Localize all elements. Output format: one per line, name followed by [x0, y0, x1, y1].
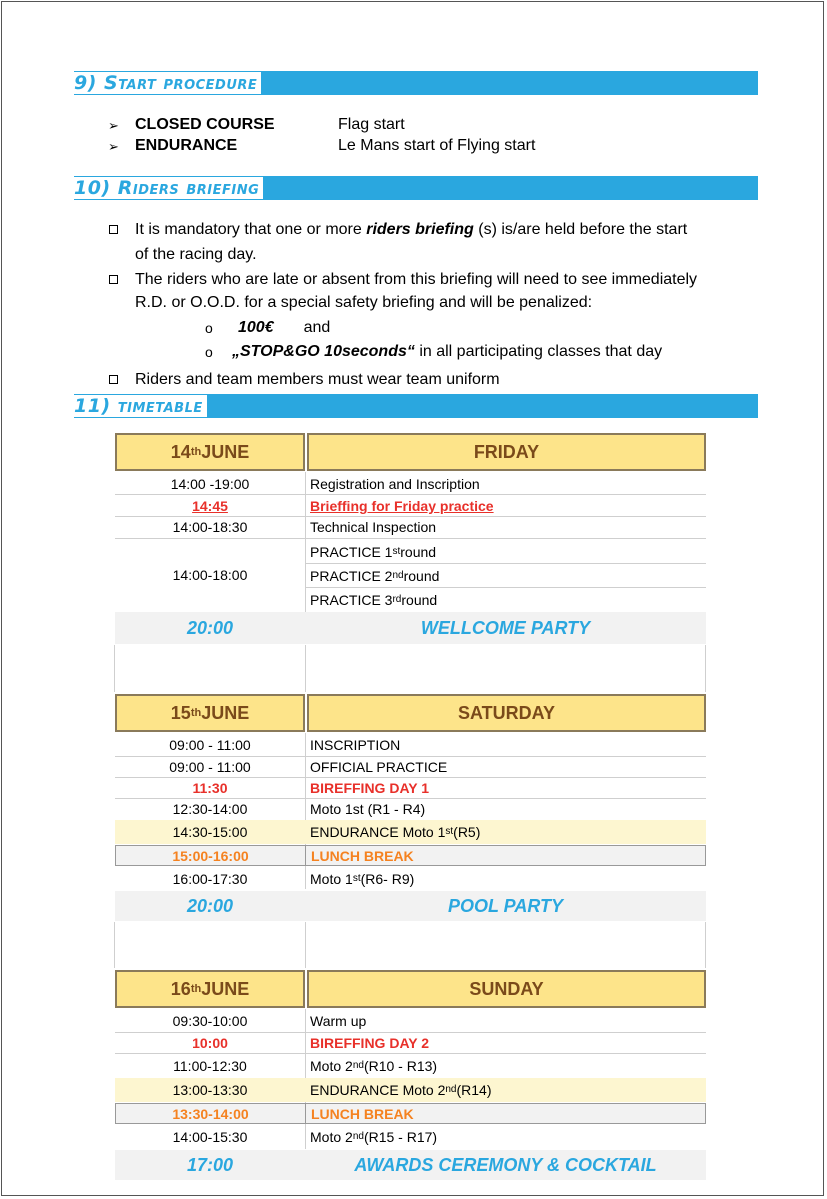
sunday-desc-2: BIREFFING DAY 2: [310, 1035, 430, 1051]
saturday-desc-2: OFFICIAL PRACTICE: [310, 759, 448, 775]
friday-desc-1: Registration and Inscription: [310, 476, 480, 492]
column-divider: [705, 645, 706, 692]
friday-date-num: 14: [170, 441, 191, 462]
section-title-timetable: 11) timetable: [74, 395, 207, 417]
saturday-time-3: 11:30: [192, 780, 228, 796]
briefing-p1c: (s) is/are held before the start: [473, 221, 688, 238]
sunday-desc-4: ENDURANCE Moto 2 nd (R14): [305, 1078, 706, 1102]
sunday-date-header: 16 th JUNE: [115, 970, 305, 1008]
briefing-paragraph-1: [135, 220, 687, 240]
sunday-desc-1: Warm up: [310, 1013, 367, 1029]
sunday-party-time: 17:00: [115, 1150, 305, 1180]
practice-1-label: PRACTICE 1: [310, 544, 393, 560]
penalty-2-rest: in all participating classes that day: [414, 343, 663, 360]
sunday-day-header: SUNDAY: [307, 970, 706, 1008]
start-def-endurance: Le Mans start of Flying start: [338, 137, 536, 154]
sunday-desc-3-end: (R10 - R13): [363, 1058, 438, 1074]
briefing-p2a: The riders who are late or absent from this briefing will need to see immediately: [135, 271, 698, 288]
section-bar-timetable: [74, 394, 758, 418]
start-def-closed-course: Flag start: [338, 116, 405, 133]
saturday-desc-1: INSCRIPTION: [310, 737, 401, 753]
sunday-desc-5: LUNCH BREAK: [305, 1103, 706, 1124]
penalty-1-amount: 100€: [238, 319, 274, 336]
friday-time-2: 14:45: [192, 498, 228, 514]
sunday-time-2: 10:00: [192, 1035, 228, 1051]
row-divider: [115, 538, 706, 539]
saturday-time-6: 15:00-16:00: [115, 845, 306, 866]
saturday-desc-4: Moto 1st (R1 - R4): [310, 801, 426, 817]
sunday-date-month: JUNE: [201, 978, 250, 999]
sunday-time-5: 13:30-14:00: [115, 1103, 306, 1124]
friday-desc-3: Technical Inspection: [310, 519, 437, 535]
sunday-desc-6: Moto 2 nd (R15 - R17): [310, 1129, 438, 1145]
sunday-desc-3: Moto 2 nd (R10 - R13): [310, 1058, 438, 1074]
column-divider: [705, 922, 706, 968]
friday-party-desc: WELLCOME PARTY: [305, 612, 706, 644]
saturday-party-desc: POOL PARTY: [305, 891, 706, 921]
briefing-p1a: It is mandatory that one or more: [135, 221, 367, 238]
square-bullet-icon: [109, 275, 118, 284]
practice-1-end: round: [400, 544, 437, 560]
penalty-2: [232, 342, 662, 362]
circle-bullet-icon: o: [205, 320, 213, 336]
column-divider: [305, 922, 306, 968]
briefing-p1b: riders briefing: [366, 221, 474, 238]
sunday-time-6: 14:00-15:30: [172, 1129, 248, 1145]
saturday-time-7: 16:00-17:30: [172, 871, 248, 887]
sunday-desc-4-label: ENDURANCE Moto 2: [310, 1082, 446, 1098]
practice-3-label: PRACTICE 3: [310, 592, 393, 608]
saturday-desc-7: Moto 1 st (R6- R9): [310, 871, 415, 887]
penalty-2-title: „STOP&GO 10seconds“: [232, 343, 415, 360]
friday-practice-2: PRACTICE 2 nd round: [310, 568, 440, 584]
friday-time-4: 14:00-18:00: [172, 567, 248, 583]
practice-3-end: round: [401, 592, 438, 608]
briefing-p2b: R.D. or O.O.D. for a special safety briefing and will be penalized:: [135, 294, 593, 311]
saturday-time-4: 12:30-14:00: [172, 801, 248, 817]
friday-practice-1: PRACTICE 1 st round: [310, 544, 437, 560]
friday-date-header: 14 th JUNE: [115, 433, 305, 471]
practice-2-label: PRACTICE 2: [310, 568, 393, 584]
saturday-desc-5-label: ENDURANCE Moto 1: [310, 824, 446, 840]
penalty-1-and: and: [303, 319, 331, 336]
column-divider: [114, 645, 115, 692]
saturday-date-header: 15 th JUNE: [115, 694, 305, 732]
saturday-party-time: 20:00: [115, 891, 305, 921]
briefing-p1d: of the racing day.: [135, 246, 257, 263]
saturday-desc-7-end: (R6- R9): [360, 871, 415, 887]
saturday-desc-5-end: (R5): [453, 824, 481, 840]
friday-date-month: JUNE: [201, 441, 250, 462]
column-divider: [114, 922, 115, 968]
start-term-endurance: ENDURANCE: [135, 137, 238, 154]
sunday-date-num: 16: [170, 978, 191, 999]
section-title-riders-briefing: 10) Riders briefing: [74, 177, 263, 199]
practice-2-end: round: [403, 568, 440, 584]
row-divider: [115, 1053, 706, 1054]
friday-desc-2: Brieffing for Friday practice: [310, 498, 494, 514]
friday-time-3: 14:00-18:30: [172, 519, 248, 535]
sunday-time-3: 11:00-12:30: [173, 1058, 247, 1074]
arrow-bullet-icon: ➢: [108, 118, 119, 133]
friday-practice-3: PRACTICE 3 rd round: [310, 592, 438, 608]
sunday-party-desc: AWARDS CEREMONY & COCKTAIL: [305, 1150, 706, 1180]
saturday-desc-7-label: Moto 1: [310, 871, 353, 887]
saturday-time-2: 09:00 - 11:00: [169, 759, 251, 775]
friday-day-header: FRIDAY: [307, 433, 706, 471]
saturday-desc-5: ENDURANCE Moto 1 st (R5): [305, 820, 706, 844]
sunday-desc-3-label: Moto 2: [310, 1058, 353, 1074]
penalty-1: [238, 318, 330, 338]
briefing-p3: Riders and team members must wear team uniform: [135, 371, 500, 388]
saturday-date-month: JUNE: [201, 702, 250, 723]
section-bar-start-procedure: [74, 71, 758, 95]
saturday-date-num: 15: [170, 702, 191, 723]
start-term-closed-course: CLOSED COURSE: [135, 116, 275, 133]
sunday-desc-6-label: Moto 2: [310, 1129, 353, 1145]
row-divider: [305, 563, 706, 564]
sunday-time-1: 09:30-10:00: [172, 1013, 248, 1029]
row-divider: [305, 587, 706, 588]
saturday-time-5: 14:30-15:00: [115, 820, 305, 844]
column-divider: [305, 645, 306, 692]
section-bar-riders-briefing: [74, 176, 758, 200]
sunday-time-4: 13:00-13:30: [115, 1078, 305, 1102]
friday-time-1: 14:00 -19:00: [170, 476, 250, 492]
friday-party-time: 20:00: [115, 612, 305, 644]
circle-bullet-icon: o: [205, 344, 213, 360]
row-divider: [115, 494, 706, 495]
arrow-bullet-icon: ➢: [108, 139, 119, 154]
saturday-desc-3: BIREFFING DAY 1: [310, 780, 430, 796]
square-bullet-icon: [109, 225, 118, 234]
saturday-time-1: 09:00 - 11:00: [169, 737, 251, 753]
saturday-day-header: SATURDAY: [307, 694, 706, 732]
section-title-start-procedure: 9) Start procedure: [74, 72, 261, 94]
saturday-desc-6: LUNCH BREAK: [305, 845, 706, 866]
sunday-desc-6-end: (R15 - R17): [363, 1129, 438, 1145]
sunday-desc-4-end: (R14): [456, 1082, 492, 1098]
square-bullet-icon: [109, 375, 118, 384]
